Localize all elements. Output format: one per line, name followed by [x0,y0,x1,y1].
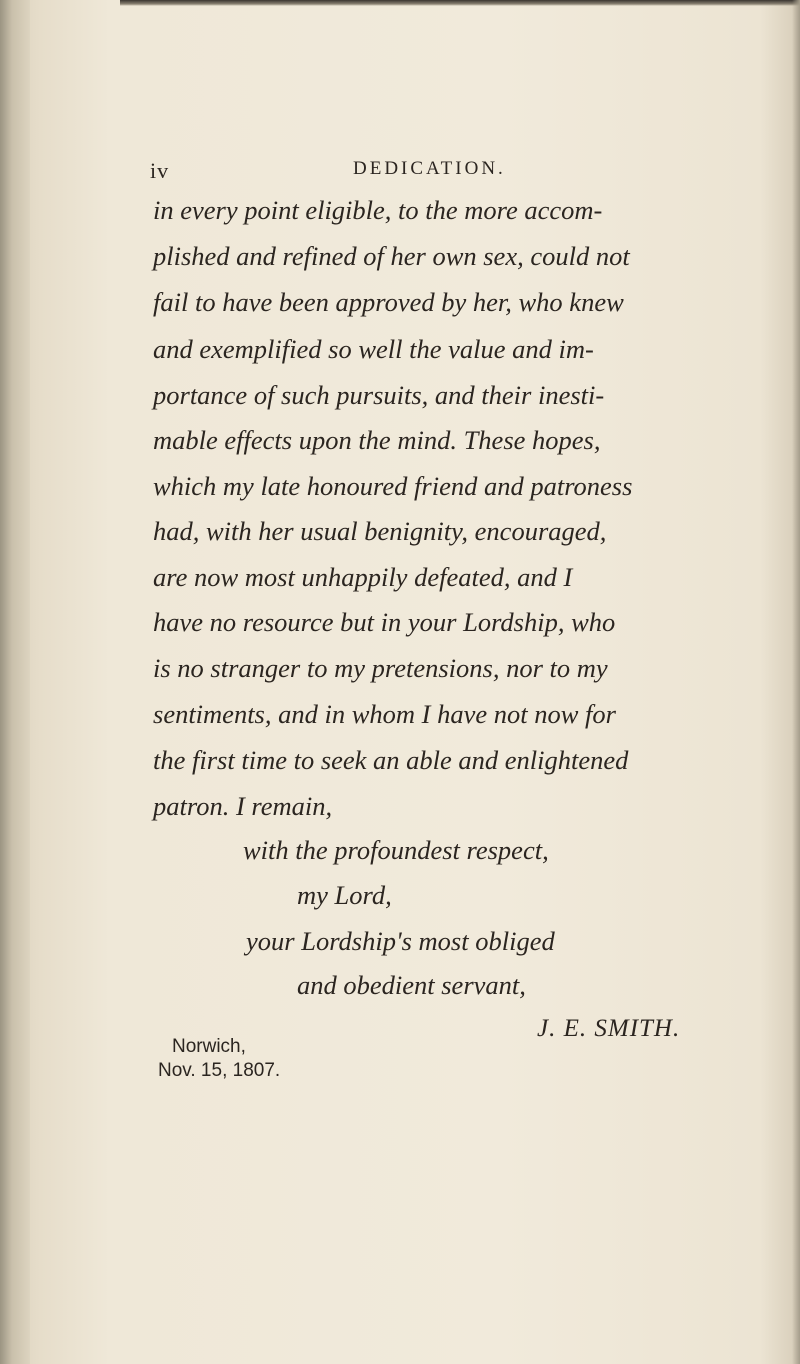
body-line: mable effects upon the mind. These hopes, [153,425,601,455]
date: Nov. 15, 1807. [158,1060,281,1081]
page-binding-shadow [0,0,30,1364]
body-line: had, with her usual benignity, encouraged, [153,516,607,546]
body-line: is no stranger to my pretensions, nor to my [153,653,608,683]
body-line: and exemplified so well the value and im- [153,334,594,364]
body-line: patron. I remain, [153,791,333,821]
body-line: in every point eligible, to the more accom- [153,195,603,225]
body-line: are now most unhappily defeated, and I [153,562,573,592]
body-line: plished and refined of her own sex, could not [153,241,630,271]
body-line: sentiments, and in whom I have not now for [153,699,616,729]
closing-line: your Lordship's most obliged [246,926,555,956]
signature: J. E. SMITH. [537,1015,681,1042]
closing-line: and obedient servant, [297,970,526,1000]
page-top-edge [120,0,800,6]
page-header [150,158,670,188]
closing-line: with the profoundest respect, [243,835,549,865]
place: Norwich, [172,1036,246,1057]
body-line: fail to have been approved by her, who knew [153,287,624,317]
body-line: have no resource but in your Lordship, who [153,607,616,637]
body-line: portance of such pursuits, and their inesti- [153,380,605,410]
body-line: which my late honoured friend and patroness [153,471,633,501]
page-number: iv [150,158,170,183]
page-right-edge [792,0,800,1364]
closing-line: my Lord, [297,880,392,910]
body-line: the first time to seek an able and enlightened [153,745,629,775]
running-head: DEDICATION. [353,158,506,179]
